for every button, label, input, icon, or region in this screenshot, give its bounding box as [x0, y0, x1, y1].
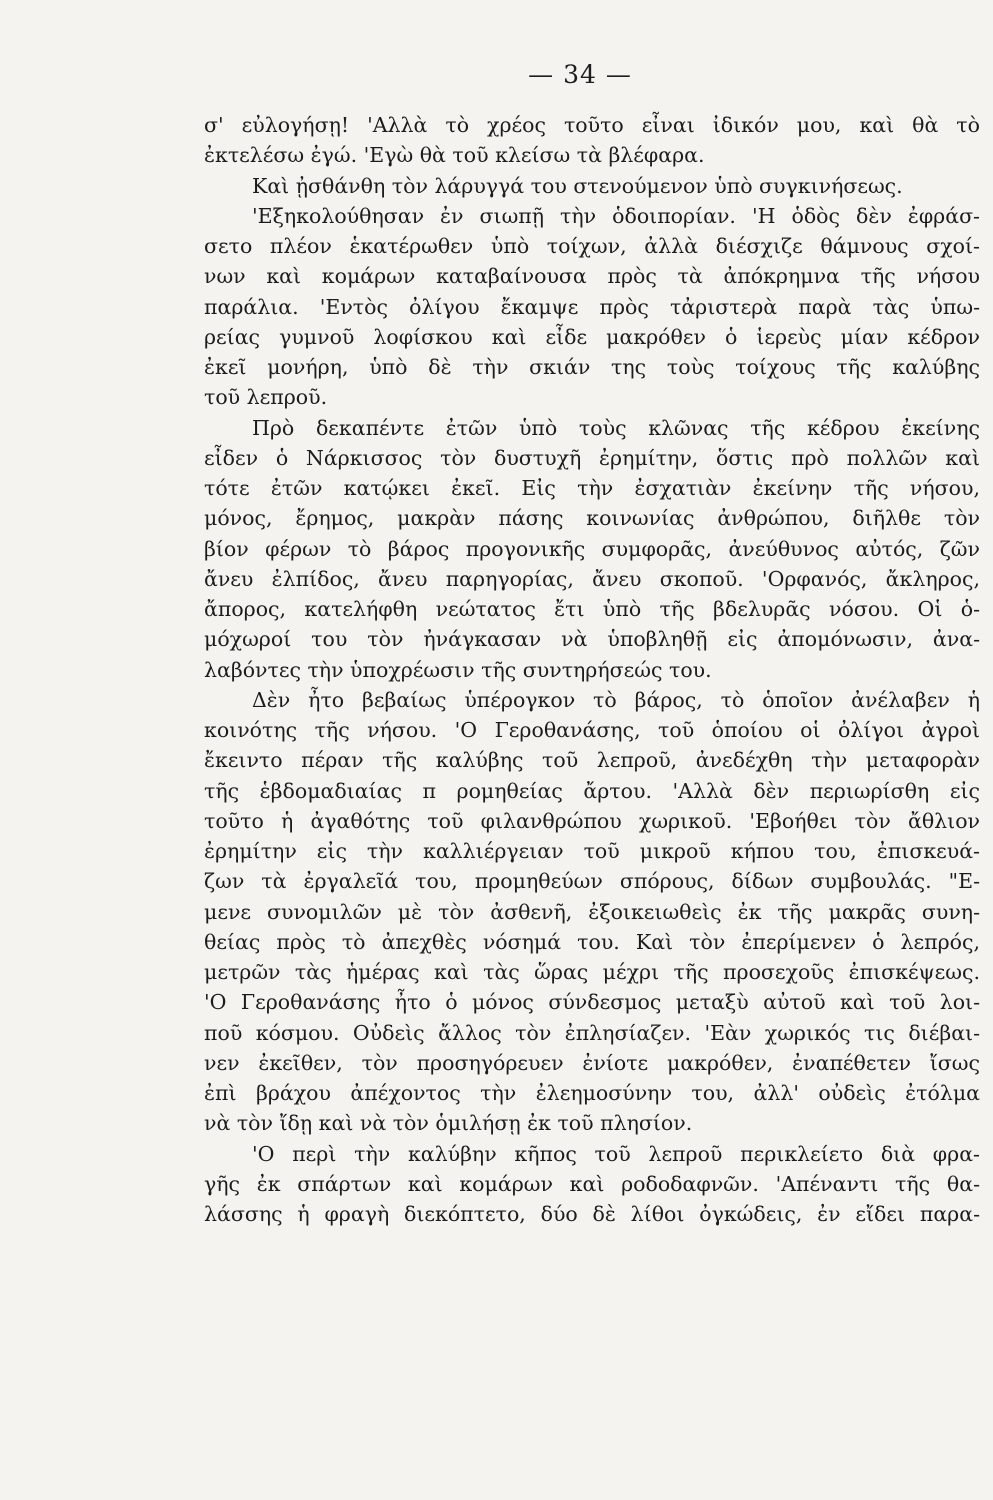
text-line: τότε ἐτῶν κατῴκει ἐκεῖ. Εἰς τὴν ἐσχατιὰν ἐκείνην τῆς νήσου,: [204, 476, 980, 500]
text-line: βίον φέρων τὸ βάρος προγονικῆς συμφορᾶς, ἀνεύθυνος αὐτός, ζῶν: [204, 536, 980, 561]
text-line: τοῦ λεπροῦ.: [204, 385, 328, 410]
text-line: θείας πρὸς τὸ ἀπεχθὲς νόσημά του. Καὶ τὸν ἐπερίμενεν ὁ λεπρός,: [204, 929, 980, 954]
text-line: μόνος, ἔρημος, μακρὰν πάσης κοινωνίας ἀνθρώπου, διῆλθε τὸν: [204, 506, 980, 531]
text-line: ποῦ κόσμου. Οὐδεὶς ἄλλος τὸν ἐπλησίαζεν. 'Εὰν χωρικός τις διέβαι-: [204, 1020, 980, 1045]
text-line: ἐπὶ βράχου ἀπέχοντος τὴν ἐλεημοσύνην του, ἀλλ' οὐδεὶς ἐτόλμα: [204, 1081, 980, 1105]
text-line: τῆς ἑβδομαδιαίας π ρομηθείας ἄρτου. 'Αλλὰ δὲν περιωρίσθη εἰς: [204, 778, 980, 803]
text-line: ἐκτελέσω ἐγώ. 'Εγὼ θὰ τοῦ κλείσω τὰ βλέφαρα.: [204, 143, 705, 168]
text-line: ἐρημίτην εἰς τὴν καλλιέργειαν τοῦ μικροῦ κήπου του, ἐπισκευά-: [204, 839, 980, 863]
body-text: [204, 110, 980, 1229]
text-line: ἄπορος, κατελήφθη νεώτατος ἔτι ὑπὸ τῆς βδελυρᾶς νόσου. Οἱ ὁ-: [204, 597, 980, 621]
text-line: σετο πλέον ἑκατέρωθεν ὑπὸ τοίχων, ἀλλὰ διέσχιζε θάμνους σχοί-: [204, 234, 980, 258]
text-line: 'Ο Γεροθανάσης ἦτο ὁ μόνος σύνδεσμος μεταξὺ αὐτοῦ καὶ τοῦ λοι-: [204, 990, 980, 1015]
text-line: νὰ τὸν ἴδῃ καὶ νὰ τὸν ὁμιλήσῃ ἐκ τοῦ πλησίον.: [204, 1111, 693, 1136]
text-line: ἔκειντο πέραν τῆς καλύβης τοῦ λεπροῦ, ἀνεδέχθη τὴν μεταφορὰν: [204, 748, 980, 773]
text-line: ρείας γυμνοῦ λοφίσκου καὶ εἶδε μακρόθεν ὁ ἱερεὺς μίαν κέδρον: [204, 324, 980, 349]
text-line: μόχωροί του τὸν ἠνάγκασαν νὰ ὑποβληθῇ εἰς ἀπομόνωσιν, ἀνα-: [204, 627, 980, 652]
text-line: νεν ἐκεῖθεν, τὸν προσηγόρευεν ἐνίοτε μακρόθεν, ἐναπέθετεν ἴσως: [204, 1050, 980, 1075]
text-line: εἶδεν ὁ Νάρκισσος τὸν δυστυχῆ ἐρημίτην, ὅστις πρὸ πολλῶν καὶ: [204, 445, 980, 470]
text-line: λάσσης ἡ φραγὴ διεκόπτετο, δύο δὲ λίθοι ὀγκώδεις, ἐν εἴδει παρα-: [204, 1202, 980, 1226]
text-line: τοῦτο ἡ ἀγαθότης τοῦ φιλανθρώπου χωρικοῦ. 'Εβοήθει τὸν ἄθλιον: [204, 808, 980, 833]
text-line: Δὲν ἦτο βεβαίως ὑπέρογκον τὸ βάρος, τὸ ὁποῖον ἀνέλαβεν ἡ: [252, 687, 980, 712]
text-line: κοινότης τῆς νήσου. 'Ο Γεροθανάσης, τοῦ ὁποίου οἱ ὀλίγοι ἀγροὶ: [204, 718, 980, 742]
text-line: Πρὸ δεκαπέντε ἐτῶν ὑπὸ τοὺς κλῶνας τῆς κέδρου ἐκείνης: [252, 415, 980, 440]
text-line: μενε συνομιλῶν μὲ τὸν ἀσθενῆ, ἐξοικειωθεὶς ἐκ τῆς μακρᾶς συνη-: [204, 899, 980, 924]
text-line: Καὶ ᾐσθάνθη τὸν λάρυγγά του στενούμενον ὑπὸ συγκινήσεως.: [252, 173, 903, 198]
text-line: ζων τὰ ἐργαλεῖά του, προμηθεύων σπόρους, δίδων συμβουλάς. "Ε-: [204, 869, 980, 894]
text-line: ἄνευ ἐλπίδος, ἄνευ παρηγορίας, ἄνευ σκοποῦ. 'Ορφανός, ἄκληρος,: [204, 566, 980, 591]
text-line: μετρῶν τὰς ἡμέρας καὶ τὰς ὥρας μέχρι τῆς προσεχοῦς ἐπισκέψεως.: [204, 960, 980, 984]
text-line: γῆς ἐκ σπάρτων καὶ κομάρων καὶ ροδοδαφνῶν. 'Απέναντι τῆς θα-: [204, 1171, 980, 1196]
text-line: παράλια. 'Εντὸς ὀλίγου ἔκαμψε πρὸς τἀριστερὰ παρὰ τὰς ὑπω-: [204, 294, 980, 319]
page-number: — 34 —: [528, 60, 632, 89]
text-line: 'Ο περὶ τὴν καλύβην κῆπος τοῦ λεπροῦ περικλείετο διὰ φρα-: [252, 1141, 980, 1166]
text-line: ἐκεῖ μονήρη, ὑπὸ δὲ τὴν σκιάν της τοὺς τοίχους τῆς καλύβης: [204, 355, 980, 379]
text-line: νων καὶ κομάρων καταβαίνουσα πρὸς τὰ ἀπόκρημνα τῆς νήσου: [204, 264, 980, 289]
text-line: σ' εὐλογήσῃ! 'Αλλὰ τὸ χρέος τοῦτο εἶναι ἰδικόν μου, καὶ θὰ τὸ: [204, 113, 980, 137]
text-line: λαβόντες τὴν ὑποχρέωσιν τῆς συντηρήσεώς του.: [204, 657, 712, 682]
text-line: 'Εξηκολούθησαν ἐν σιωπῇ τὴν ὁδοιπορίαν. 'Η ὁδὸς δὲν ἐφράσ-: [252, 203, 980, 228]
